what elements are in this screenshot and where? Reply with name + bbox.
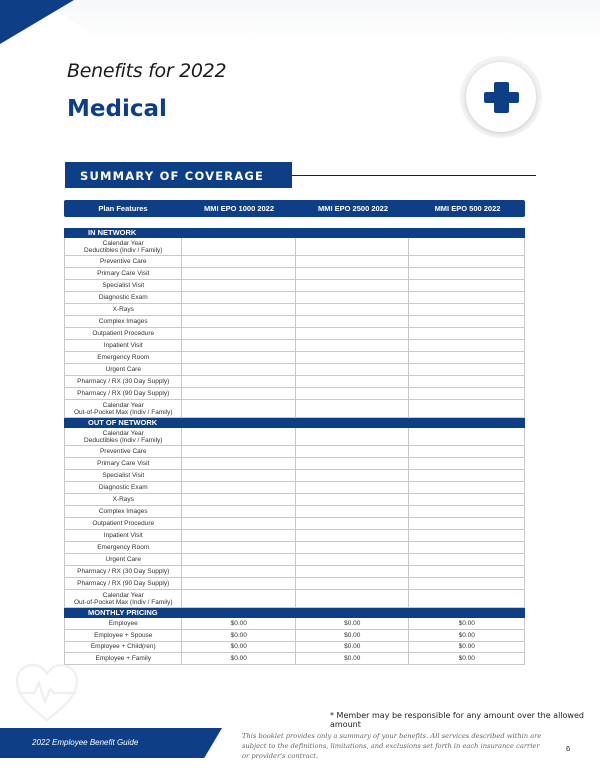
value-cell [409,494,524,505]
table-row [64,376,525,388]
value-cell [296,304,410,315]
value-cell [296,590,410,607]
feature-label-line: Complex Images [98,318,148,325]
table-row [64,470,525,482]
value-cell [182,554,296,565]
value-cell [182,400,296,417]
feature-label [65,482,182,493]
heartbeat-icon [14,662,80,724]
table-row [64,530,525,542]
value-cell [182,530,296,541]
price-cell: $0.00 [458,619,475,627]
feature-label [65,446,182,457]
out-network-section: OUT OF NETWORK [64,418,525,428]
feature-label-line: Complex Images [98,508,148,515]
value-cell [409,518,524,529]
value-cell [409,316,524,327]
pricing-section: MONTHLY PRICING [64,608,525,618]
feature-label-line: Urgent Care [105,556,141,563]
value-cell [409,328,524,339]
value-cell [409,554,524,565]
value-cell [182,304,296,315]
value-cell [182,388,296,399]
table-row [64,494,525,506]
value-cell [296,554,410,565]
table-row [64,364,525,376]
value-cell [182,482,296,493]
value-cell [409,530,524,541]
in-network-section: IN NETWORK [64,228,525,238]
tier-label: Employee [65,618,182,629]
feature-label-line: Outpatient Procedure [92,520,155,527]
footnote: * Member may be responsible for any amount over the allowed amount [330,711,584,729]
feature-label-line: Pharmacy / RX (30 Day Supply) [77,568,170,575]
value-cell [296,280,410,291]
price-cell: $0.00 [458,655,475,663]
feature-label [65,292,182,303]
disclaimer: This booklet provides only a summary of your benefits. All services described within are subject to the definitions, limitations, and exclusions set forth in each insurance carrier or provider's contract. [242,732,542,760]
value-cell [296,238,410,255]
table-row [64,482,525,494]
table-row [64,506,525,518]
value-cell [296,428,410,445]
table-row [64,590,525,608]
value-cell [409,280,524,291]
price-cell: $0.00 [296,642,410,653]
feature-label-line: X-Rays [112,496,134,503]
feature-label-line: Out-of-Pocket Max (Indiv / Family) [73,598,173,606]
value-cell [409,566,524,577]
feature-label [65,388,182,399]
table-row [64,340,525,352]
value-cell [296,352,410,363]
value-cell [296,566,410,577]
table-row [64,542,525,554]
value-cell [409,268,524,279]
value-cell [182,458,296,469]
feature-label [65,542,182,553]
value-cell [182,566,296,577]
feature-label-line: Specialist Visit [102,472,145,479]
feature-label-line: Calendar Year [102,239,144,247]
value-cell [409,590,524,607]
value-cell [296,292,410,303]
pricing-row [64,630,525,642]
value-cell [296,328,410,339]
value-cell [182,328,296,339]
value-cell [409,256,524,267]
value-cell [296,458,410,469]
price-cell: $0.00 [182,642,296,653]
value-cell [409,506,524,517]
price-cell: $0.00 [458,631,475,639]
feature-label-line: Diagnostic Exam [98,294,148,301]
feature-label-line: Calendar Year [102,401,144,409]
value-cell [296,578,410,589]
out-network-rows [64,428,525,608]
medical-cross-icon [484,80,519,115]
value-cell [296,376,410,387]
feature-label [65,494,182,505]
column-header: MMI EPO 500 2022 [434,204,501,213]
table-row [64,256,525,268]
value-cell [409,470,524,481]
table-row [64,304,525,316]
value-cell [296,506,410,517]
feature-label-line: Deductibles (Indiv / Family) [84,436,163,444]
value-cell [409,340,524,351]
guide-label: 2022 Employee Benefit Guide [32,738,139,747]
price-cell: $0.00 [458,643,475,651]
price-cell: $0.00 [296,630,410,641]
table-row [64,352,525,364]
value-cell [296,268,410,279]
value-cell [296,340,410,351]
value-cell [182,280,296,291]
value-cell [296,494,410,505]
feature-label-line: Calendar Year [102,591,144,599]
pricing-rows [64,618,525,665]
column-header: MMI EPO 2500 2022 [317,204,389,213]
table-row [64,518,525,530]
price-cell: $0.00 [182,630,296,641]
table-row [64,578,525,590]
feature-label [65,256,182,267]
value-cell [409,388,524,399]
table-row [64,458,525,470]
feature-label-line: Preventive Care [99,258,147,265]
feature-label [65,352,182,363]
feature-label-line: Primary Care Visit [97,270,150,277]
feature-label-line: Primary Care Visit [97,460,150,467]
value-cell [296,518,410,529]
table-row [64,566,525,578]
page-title: Medical [67,96,167,122]
value-cell [409,376,524,387]
value-cell [409,304,524,315]
value-cell [296,530,410,541]
feature-label-line: Pharmacy / RX (30 Day Supply) [77,378,170,385]
feature-label [65,590,182,607]
feature-label [65,340,182,351]
feature-label [65,316,182,327]
value-cell [182,578,296,589]
pricing-row [64,642,525,654]
value-cell [182,376,296,387]
value-cell [182,364,296,375]
summary-banner: SUMMARY OF COVERAGE [65,162,292,188]
tier-label: Employee + Child(ren) [65,642,182,653]
feature-label-line: Emergency Room [97,544,150,551]
price-cell: $0.00 [296,653,410,664]
value-cell [182,340,296,351]
feature-label-line: Diagnostic Exam [98,484,148,491]
feature-label [65,578,182,589]
value-cell [409,428,524,445]
value-cell [182,590,296,607]
tier-label: Employee + Family [65,653,182,664]
feature-label-line: Pharmacy / RX (90 Day Supply) [77,580,170,587]
value-cell [409,238,524,255]
value-cell [182,506,296,517]
feature-label [65,518,182,529]
value-cell [182,542,296,553]
value-cell [409,458,524,469]
header-shade [40,0,600,44]
value-cell [296,446,410,457]
feature-label [65,400,182,417]
feature-label [65,280,182,291]
feature-label-line: Pharmacy / RX (90 Day Supply) [77,390,170,397]
value-cell [182,256,296,267]
table-row [64,316,525,328]
table-row [64,292,525,304]
feature-label-line: X-Rays [112,306,134,313]
value-cell [182,292,296,303]
feature-label [65,566,182,577]
price-cell: $0.00 [296,618,410,629]
value-cell [182,238,296,255]
table-row [64,280,525,292]
value-cell [296,542,410,553]
table-header [64,200,525,217]
feature-label-line: Inpatient Visit [103,342,143,349]
value-cell [296,470,410,481]
feature-label [65,238,182,255]
pricing-row [64,618,525,630]
value-cell [409,400,524,417]
value-cell [182,470,296,481]
feature-label [65,554,182,565]
pricing-row [64,653,525,665]
value-cell [296,482,410,493]
value-cell [296,364,410,375]
table-row [64,388,525,400]
value-cell [296,388,410,399]
feature-label [65,364,182,375]
value-cell [182,446,296,457]
feature-label-line: Specialist Visit [102,282,145,289]
value-cell [409,364,524,375]
feature-label-line: Urgent Care [105,366,141,373]
price-cell: $0.00 [182,653,296,664]
value-cell [409,542,524,553]
column-header: Plan Features [98,204,148,213]
tier-label: Employee + Spouse [65,630,182,641]
feature-label [65,428,182,445]
in-network-rows [64,238,525,418]
value-cell [296,316,410,327]
value-cell [296,400,410,417]
feature-label [65,304,182,315]
value-cell [409,352,524,363]
value-cell [182,518,296,529]
value-cell [409,446,524,457]
table-row [64,328,525,340]
value-cell [182,268,296,279]
feature-label-line: Out-of-Pocket Max (Indiv / Family) [73,408,173,416]
table-row [64,428,525,446]
feature-label [65,268,182,279]
feature-label-line: Deductibles (Indiv / Family) [84,246,163,254]
feature-label [65,470,182,481]
feature-label [65,328,182,339]
page-number: 6 [566,744,571,753]
price-cell: $0.00 [182,618,296,629]
page-subtitle: Benefits for 2022 [67,60,227,82]
feature-label-line: Outpatient Procedure [92,330,155,337]
table-row [64,554,525,566]
table-row [64,400,525,418]
value-cell [296,256,410,267]
feature-label-line: Inpatient Visit [103,532,143,539]
value-cell [409,578,524,589]
banner-divider [292,175,536,176]
feature-label-line: Preventive Care [99,448,147,455]
table-row [64,238,525,256]
value-cell [182,316,296,327]
table-row [64,446,525,458]
value-cell [409,292,524,303]
value-cell [182,352,296,363]
value-cell [182,428,296,445]
value-cell [409,482,524,493]
feature-label-line: Emergency Room [97,354,150,361]
corner-accent [0,0,74,44]
feature-label [65,376,182,387]
table-row [64,268,525,280]
coverage-table [64,200,525,665]
column-header: MMI EPO 1000 2022 [203,204,275,213]
feature-label [65,506,182,517]
value-cell [182,494,296,505]
feature-label-line: Calendar Year [102,429,144,437]
feature-label [65,458,182,469]
feature-label [65,530,182,541]
